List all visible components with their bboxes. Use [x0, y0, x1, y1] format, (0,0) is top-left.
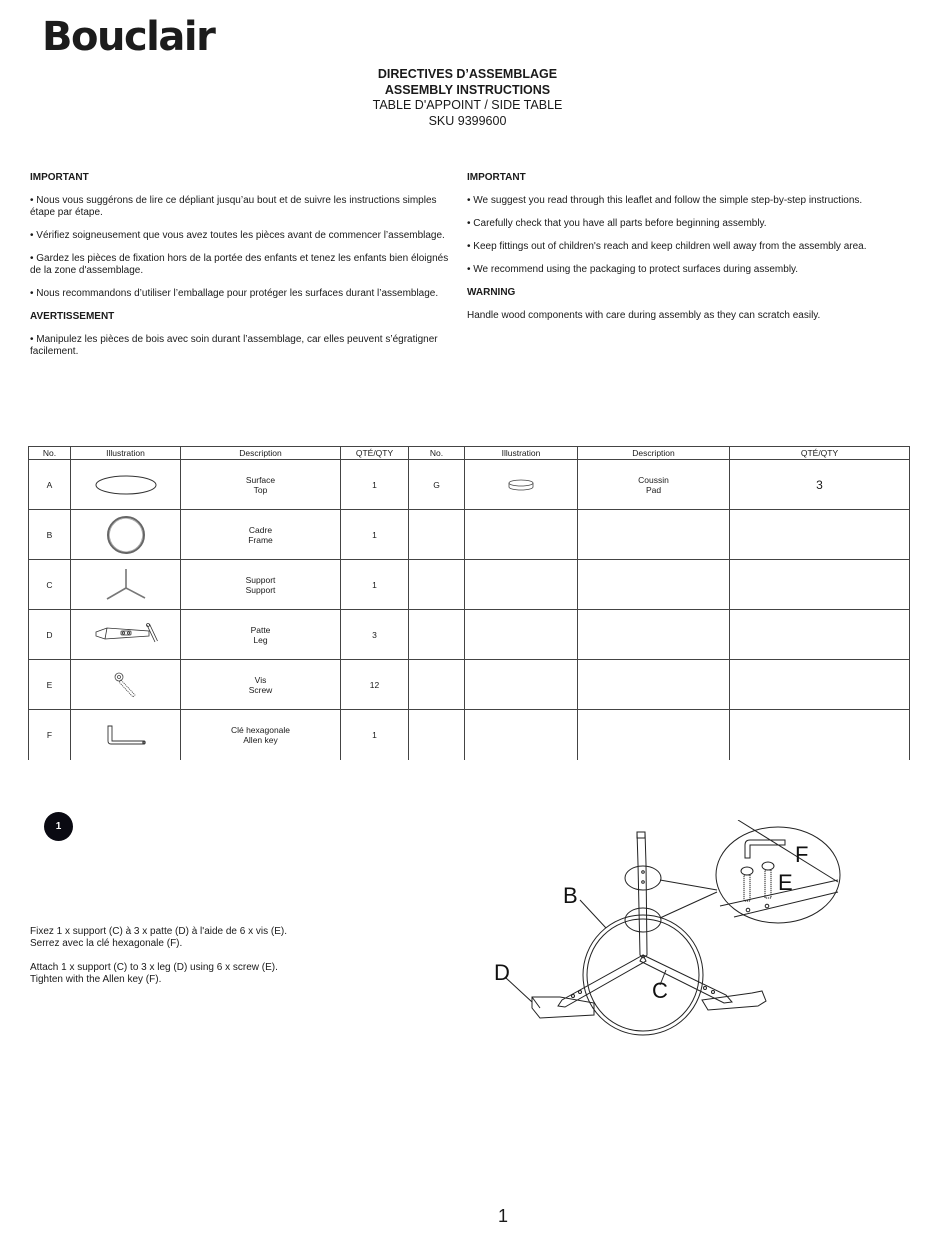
table-row [29, 460, 910, 510]
leg-icon [71, 610, 181, 660]
table-row [29, 510, 910, 560]
table-row [29, 560, 910, 610]
part-qty: 3 [730, 460, 910, 510]
warning-heading-en: WARNING [467, 287, 516, 298]
part-no: A [29, 460, 71, 510]
title-english: ASSEMBLY INSTRUCTIONS [384, 82, 551, 97]
step-1-instructions [30, 926, 350, 998]
part-no: B [29, 510, 71, 560]
header-description-2: Description [578, 447, 730, 460]
tabletop-icon [71, 460, 181, 510]
page-number: 1 [497, 1206, 508, 1226]
step-1-assembly-diagram [480, 820, 850, 1050]
part-no: E [29, 660, 71, 710]
step-number-badge: 1 [44, 812, 73, 841]
part-qty: 12 [341, 660, 409, 710]
header-description: Description [181, 447, 341, 460]
part-no: F [29, 710, 71, 760]
label-c: C [652, 978, 668, 1003]
part-qty: 1 [341, 560, 409, 610]
step-text-en-2: Tighten with the Allen key (F). [30, 974, 162, 985]
important-heading-en: IMPORTANT [467, 172, 526, 183]
warning-text-en: Handle wood components with care during assembly as they can scratch easily. [467, 310, 821, 321]
bullet-fr-4: • Nous recommandons d’utiliser l’emballage pour protéger les surfaces durant l’assemblage. [30, 288, 439, 299]
part-no: G [409, 460, 465, 510]
header-illustration: Illustration [71, 447, 181, 460]
pad-icon [465, 460, 578, 510]
label-b: B [563, 883, 578, 908]
label-d: D [494, 960, 510, 985]
part-description: Surface Top [181, 460, 341, 510]
step-text-en-1: Attach 1 x support (C) to 3 x leg (D) using 6 x screw (E). [30, 962, 278, 973]
header-illustration-2: Illustration [465, 447, 578, 460]
header-no: No. [29, 447, 71, 460]
part-description: Clé hexagonale Allen key [181, 710, 341, 760]
bullet-en-4: • We recommend using the packaging to protect surfaces during assembly. [467, 264, 799, 275]
bullet-en-3: • Keep fittings out of children's reach and keep children well away from the assembly area. [467, 241, 867, 252]
bullet-fr-3: • Gardez les pièces de fixation hors de la portée des enfants et tenez les enfants bien éloignés de la zone d'assemblage. [30, 253, 449, 276]
part-description: Vis Screw [181, 660, 341, 710]
table-header-row [29, 447, 910, 460]
part-description: Coussin Pad [578, 460, 730, 510]
table-row [29, 710, 910, 760]
bullet-en-1: • We suggest you read through this leaflet and follow the simple step-by-step instructions. [467, 195, 863, 206]
part-qty: 1 [341, 460, 409, 510]
label-e: E [778, 870, 793, 895]
document-title-block [0, 67, 935, 129]
sku: SKU 9399600 [428, 113, 507, 128]
step-text-fr-1: Fixez 1 x support (C) à 3 x patte (D) à l'aide de 6 x vis (E). [30, 926, 288, 937]
part-qty: 3 [341, 610, 409, 660]
french-instructions [30, 172, 462, 369]
english-instructions [467, 172, 907, 333]
header-qty: QTÉ/QTY [341, 447, 409, 460]
brand-logo: Bouclair [42, 14, 215, 60]
warning-text-fr: • Manipulez les pièces de bois avec soin durant l’assemblage, car elles peuvent s’égratigner facilement. [30, 334, 438, 357]
part-description: Patte Leg [181, 610, 341, 660]
header-qty-2: QTÉ/QTY [730, 447, 910, 460]
part-no: C [29, 560, 71, 610]
header-no-2: No. [409, 447, 465, 460]
step-text-fr-2: Serrez avec la clé hexagonale (F). [30, 938, 183, 949]
table-row [29, 610, 910, 660]
title-french: DIRECTIVES D’ASSEMBLAGE [377, 67, 558, 81]
table-row [29, 660, 910, 710]
frame-ring-icon [71, 510, 181, 560]
bullet-fr-2: • Vérifiez soigneusement que vous avez toutes les pièces avant de commencer l’assemblage. [30, 230, 445, 241]
bullet-fr-1: • Nous vous suggérons de lire ce dépliant jusqu’au bout et de suivre les instructions simples étape par étape. [30, 195, 437, 218]
warning-heading-fr: AVERTISSEMENT [30, 311, 115, 322]
part-qty: 1 [341, 510, 409, 560]
tripod-support-icon [71, 560, 181, 610]
allen-key-icon [71, 710, 181, 760]
part-no: D [29, 610, 71, 660]
product-name: TABLE D'APPOINT / SIDE TABLE [372, 98, 563, 112]
part-qty: 1 [341, 710, 409, 760]
part-description: Support Support [181, 560, 341, 610]
screw-icon [71, 660, 181, 710]
part-description: Cadre Frame [181, 510, 341, 560]
important-heading-fr: IMPORTANT [30, 172, 89, 183]
label-f: F [795, 842, 809, 867]
bullet-en-2: • Carefully check that you have all parts before beginning assembly. [467, 218, 767, 229]
parts-table [28, 446, 910, 760]
